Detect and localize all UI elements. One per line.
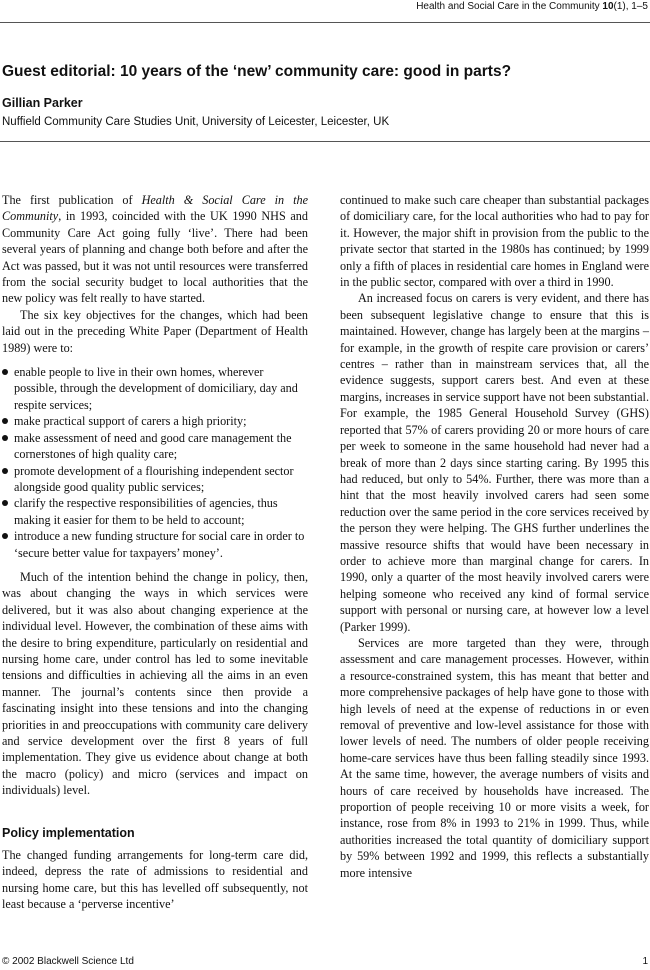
list-item-text: make practical support of carers a high priority; — [14, 414, 247, 429]
section-heading-policy: Policy implementation — [2, 825, 135, 840]
bullet-icon — [2, 369, 8, 375]
list-item-text: enable people to live in their own homes, wherever possible, through the development of domiciliary, day and respite services; — [14, 365, 298, 412]
list-item — [2, 528, 308, 561]
article-author: Gillian Parker — [2, 96, 83, 110]
list-item — [2, 413, 308, 429]
list-item — [2, 364, 308, 413]
left-column — [2, 192, 308, 913]
paragraph-intention: Much of the intention behind the change in policy, then, was about changing the ways in which services were delivered, but it was also about changing experience at the individual level. However, the combination of these aims with the desire to bring expenditure, particularly on residential and nursing home care, under control has led to some inevitable tensions and difficulties in achieving all the aims in an even manner. The journal’s contents since then provide a fascinating insight into these tensions and into the changing priorities in and preoccupations with community care delivery and service development over the first 8 years of full implementation. They give us evidence about change at both the macro (policy) and micro (services and impact on individuals) level. — [2, 569, 308, 798]
list-item — [2, 495, 308, 528]
list-item-text: introduce a new funding structure for social care in order to ‘secure better value for taxpayers’ money’. — [14, 529, 305, 560]
article-title: Guest editorial: 10 years of the ‘new’ community care: good in parts? — [2, 63, 512, 80]
list-item-text: clarify the respective responsibilities of agencies, thus making it easier for them to be held to account; — [14, 496, 278, 527]
bullet-icon — [2, 500, 8, 506]
paragraph-services: Services are more targeted than they were, through assessment and care management processes. However, within a resource-constrained system, this has meant that better and more comprehensive packages of help have gone to those with high levels of need at the expense of reductions in or even removal of preventive and low-level assistance for those with lower levels of need. The numbers of older people receiving home-care services have thus been falling steadily since 1993. At the same time, however, the average numbers of visits and hours of care received by households have increased. The proportion of people receiving 10 or more visits a week, for instance, rose from 8% in 1993 to 21% in 1999. Thus, while authorities increased the total quantity of domiciliary support by 59% between 1992 and 1999, this reflects a substantially more intensive — [340, 635, 649, 880]
intro-text-end: , in 1993, coincided with the UK 1990 NHS and Community Care Act going fully ‘live’. There had been several years of planning and change both before and after the Act was passed, but it was not until resources were transferred from the social security budget to local authorities that the new policy was felt really to have started. — [2, 209, 308, 306]
running-header — [0, 0, 650, 23]
paragraph-funding: The changed funding arrangements for long-term care did, indeed, depress the rate of admissions to residential and nursing home care, but this has levelled off subsequently, not least because a ‘perverse incentive’ — [2, 848, 308, 912]
paragraph-continued: continued to make such care cheaper than substantial packages of domiciliary care, for the local authorities who had to pay for it. However, the major shift in provision from the public to the private sector that started in the 1980s has continued; by 1999 only a fifth of places in residential care homes in England were in the public sector, compared with over a third in 1990. — [340, 193, 649, 290]
objectives-list — [2, 364, 308, 561]
journal-citation — [416, 1, 648, 12]
list-item — [2, 430, 308, 463]
paragraph-carers: An increased focus on carers is very evident, and there has been subsequent legislative change to ensure that this is maintained. However, change has largely been at the margins – for example, in the growth of respite care provision or carers’ centres – rather than in mainstream services that, all the evidence suggests, support carers best. And even at these margins, increases in service support have not been substantial. For example, the 1985 General Household Survey (GHS) reported that 57% of carers providing 20 or more hours of care per week to someone in the same household had never had a break of more than 2 days since starting caring. By 1995 this had reduced, but only to 54%. Further, there was more than a hint that the most heavily involved carers had seen some reduction over the same period in the core services received by the person they were helping. The GHS further underlines the massive resource shifts that would have been necessary in order to achieve more than marginal change for carers. In 1990, only a quarter of the most heavily involved carers were helping someone who received any kind of formal service support with personal or nursing care, at however low a level (Parker 1999). — [340, 291, 649, 634]
bullet-icon — [2, 435, 8, 441]
journal-name: Health and Social Care in the Community — [416, 1, 603, 12]
journal-volume: 10 — [602, 1, 614, 12]
bullet-icon — [2, 418, 8, 424]
copyright-notice: © 2002 Blackwell Science Ltd — [2, 956, 134, 967]
intro-text-start: The first publication of — [2, 193, 142, 207]
header-divider — [0, 141, 650, 142]
paragraph-intro — [2, 192, 308, 307]
list-item-text: make assessment of need and good care management the cornerstones of high quality care; — [14, 430, 292, 462]
journal-title-italic: Health & Social Care in the Community — [2, 193, 308, 224]
bullet-icon — [2, 533, 8, 539]
page-number: 1 — [642, 956, 648, 967]
author-affiliation: Nuffield Community Care Studies Unit, University of Leicester, Leicester, UK — [2, 116, 390, 128]
right-column — [340, 192, 649, 881]
journal-issue-pages: (1), 1–5 — [613, 1, 648, 12]
list-item-text: promote development of a flourishing independent sector alongside good quality public services; — [14, 463, 294, 494]
paragraph-objectives: The six key objectives for the changes, which had been laid out in the preceding White Paper (Department of Health 1989) were to: — [2, 307, 308, 355]
bullet-icon — [2, 468, 8, 474]
list-item — [2, 463, 308, 496]
